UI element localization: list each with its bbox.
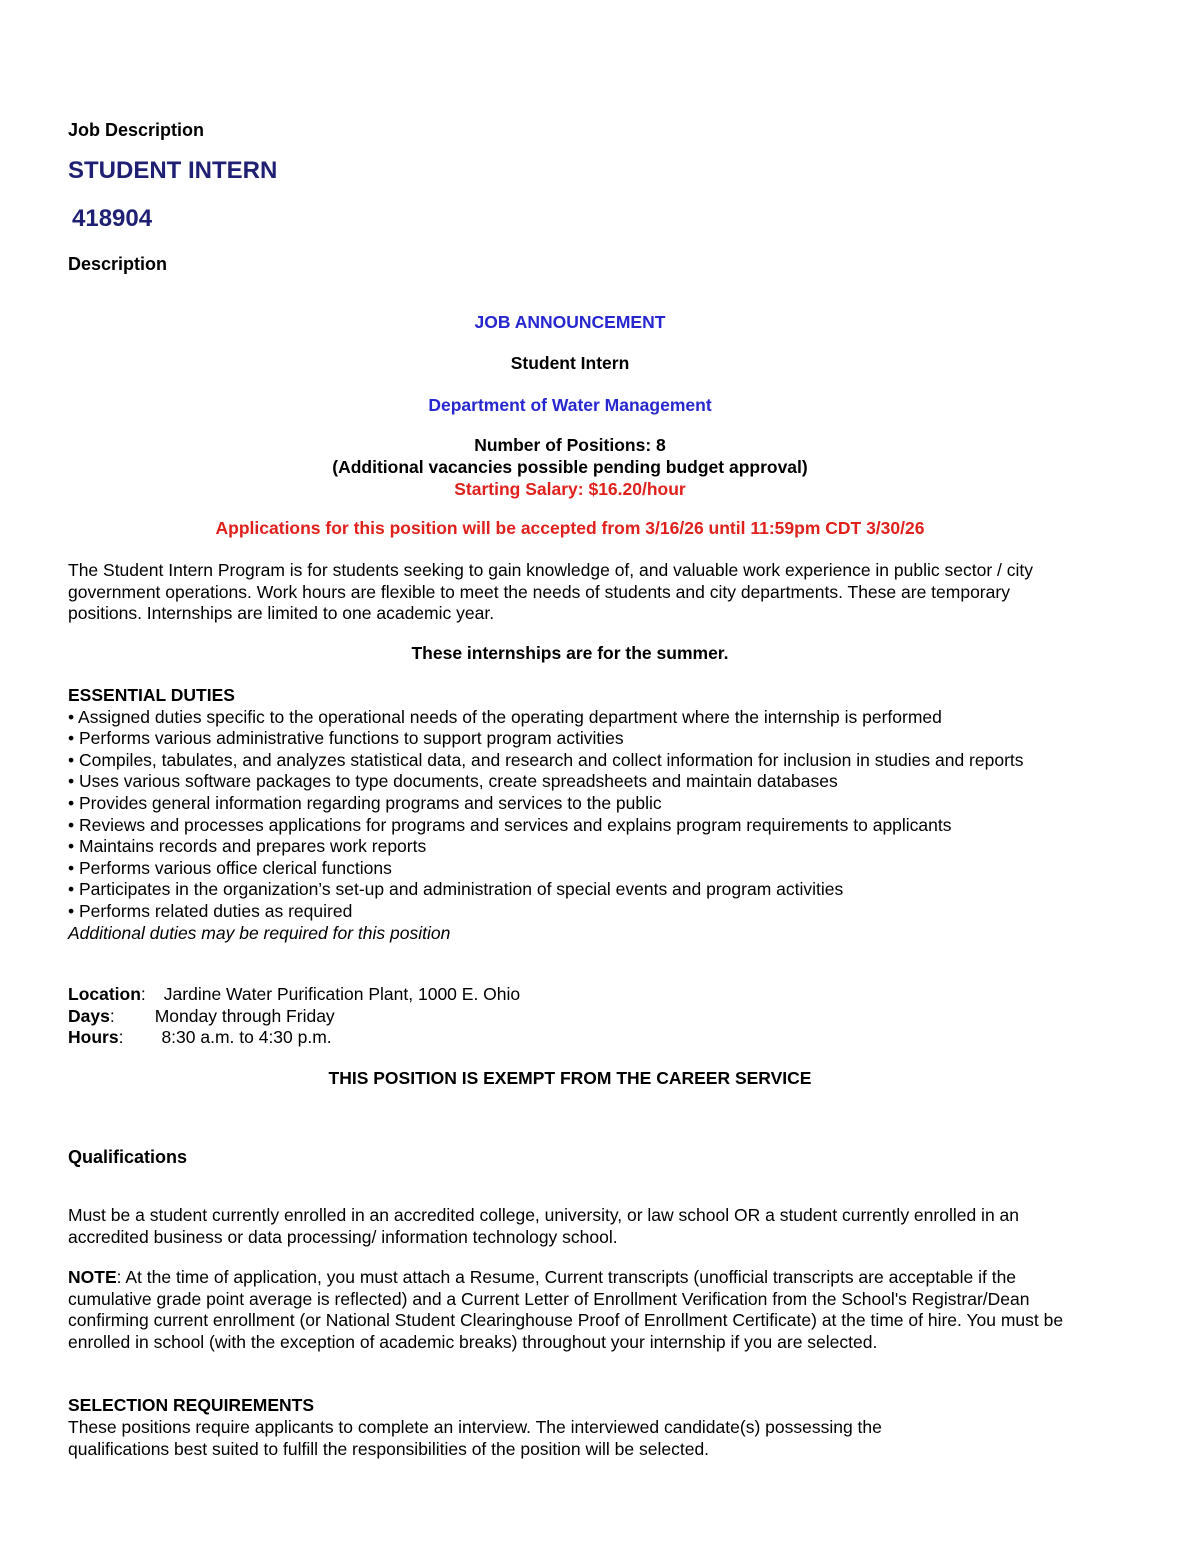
- days-label: Days: [68, 1005, 110, 1026]
- page-title: STUDENT INTERN: [68, 157, 278, 184]
- job-number: 418904: [72, 205, 153, 232]
- duties-list: [68, 707, 1068, 923]
- list-item: • Performs various office clerical functions: [68, 857, 392, 878]
- list-item: • Assigned duties specific to the operational needs of the operating department where the internship is performed: [68, 706, 942, 727]
- exempt-note: THIS POSITION IS EXEMPT FROM THE CAREER SERVICE: [328, 1068, 812, 1088]
- starting-salary: Starting Salary: $16.20/hour: [454, 479, 686, 499]
- list-item: • Participates in the organization’s set-up and administration of special events and program activities: [68, 879, 844, 900]
- list-item: • Performs related duties as required: [68, 900, 353, 921]
- list-item: • Provides general information regarding programs and services to the public: [68, 792, 662, 813]
- hours-label: Hours: [68, 1027, 119, 1048]
- selection-heading: SELECTION REQUIREMENTS: [68, 1395, 314, 1415]
- location-label: Location: [68, 984, 141, 1004]
- note-text: : At the time of application, you must attach a Resume, Current transcripts (unofficial transcripts are acceptable if the cumulative grade point average is reflected) and a Current Letter of Enrollment Verification from the School's Registrar/Dean confirming current enrollment (or National Student Clearinghouse Proof of Enrollment Certificate) at the time of hire. You must be enrolled in school (with the exception of academic breaks) throughout your internship if you are selected.: [68, 1267, 1064, 1352]
- doc-label: Job Description: [68, 120, 205, 140]
- additional-duties-note: Additional duties may be required for this position: [68, 922, 451, 943]
- list-item: • Uses various software packages to type documents, create spreadsheets and maintain databases: [68, 771, 838, 792]
- note-paragraph: [68, 1267, 1076, 1353]
- positions-count: Number of Positions: 8: [474, 435, 666, 455]
- details-block: [68, 984, 520, 1049]
- location-row: Location: Jardine Water Purification Plant, 1000 E. Ohio: [68, 984, 521, 1004]
- selection-paragraph: These positions require applicants to complete an interview. The interviewed candidate(s) possessing the qualifications best suited to fulfill the responsibilities of the position will be selected.: [68, 1417, 882, 1459]
- essential-duties-heading: ESSENTIAL DUTIES: [68, 685, 235, 705]
- note-label: NOTE: [68, 1267, 117, 1287]
- list-item: • Maintains records and prepares work reports: [68, 836, 427, 857]
- hours-row: Hours: 8:30 a.m. to 4:30 p.m.: [68, 1027, 332, 1048]
- list-item: • Reviews and processes applications for programs and services and explains program requirements to applicants: [68, 814, 952, 835]
- department-name: Department of Water Management: [428, 395, 712, 415]
- list-item: • Performs various administrative functions to support program activities: [68, 728, 624, 749]
- qualifications-paragraph: Must be a student currently enrolled in an accredited college, university, or law school OR a student currently enrolled in an accredited business or data processing/ information technology school.: [68, 1205, 1020, 1247]
- announcement-position: Student Intern: [510, 353, 630, 373]
- list-item: • Compiles, tabulates, and analyzes statistical data, and research and collect information for inclusion in studies and reports: [68, 749, 1024, 770]
- essential-duties-section: [68, 685, 1068, 944]
- intro-paragraph: The Student Intern Program is for students seeking to gain knowledge of, and valuable work experience in public sector / city government operations. Work hours are flexible to meet the needs of students and city departments. These are temporary positions. Internships are limited to one academic year.: [68, 560, 1033, 624]
- hours-value: 8:30 a.m. to 4:30 p.m.: [161, 1027, 332, 1048]
- summer-note: These internships are for the summer.: [411, 643, 729, 663]
- application-window: Applications for this position will be accepted from 3/16/26 until 11:59pm CDT 3/30/26: [215, 518, 925, 538]
- vacancies-note: (Additional vacancies possible pending budget approval): [332, 457, 808, 477]
- description-label: Description: [68, 254, 168, 274]
- announcement-heading: JOB ANNOUNCEMENT: [474, 312, 666, 332]
- qualifications-heading: Qualifications: [68, 1147, 188, 1167]
- days-row: Days: Monday through Friday: [68, 1005, 335, 1026]
- days-value: Monday through Friday: [154, 1005, 335, 1026]
- location-value: Jardine Water Purification Plant, 1000 E. Ohio: [163, 984, 521, 1004]
